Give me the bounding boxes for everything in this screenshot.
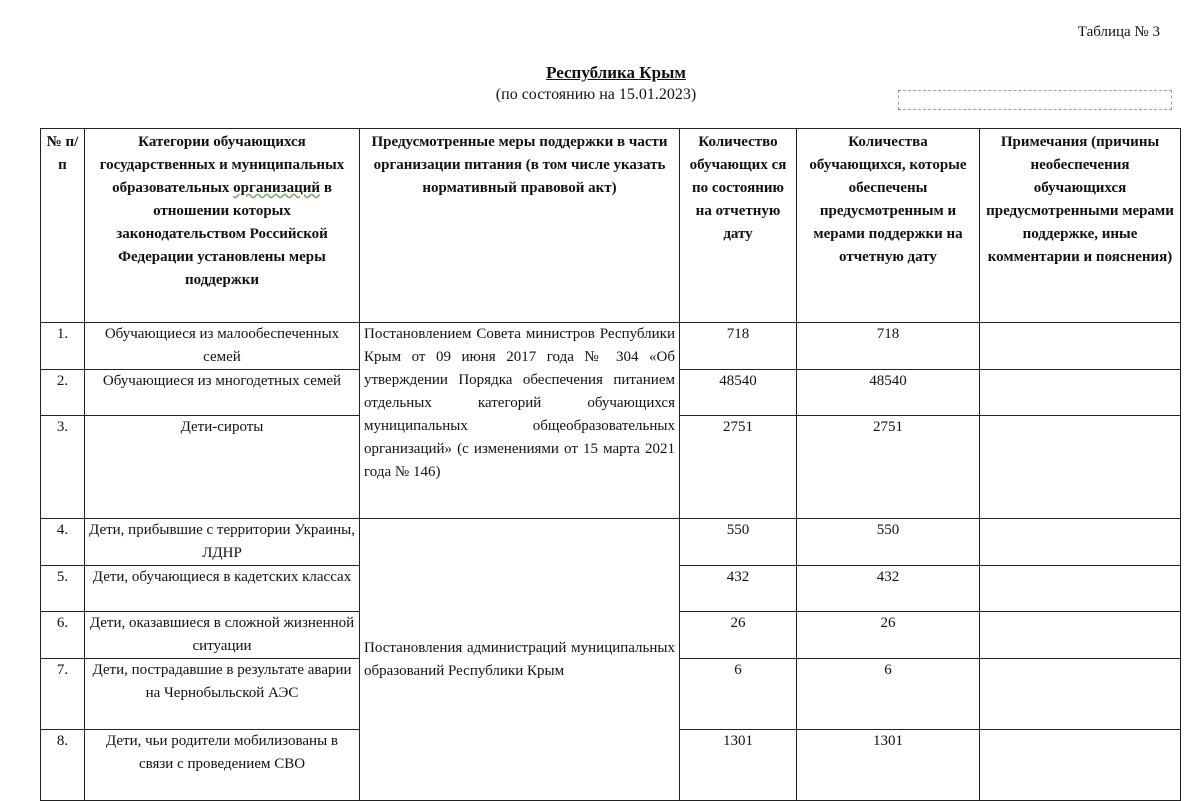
table-row [41, 323, 1181, 370]
row-note [980, 323, 1181, 370]
row-category: Дети, чьи родители мобилизованы в связи с проведением СВО [85, 730, 360, 801]
row-note [980, 566, 1181, 612]
row-number: 1. [41, 323, 85, 370]
row-note [980, 519, 1181, 566]
row-number: 8. [41, 730, 85, 801]
row-category: Обучающиеся из многодетных семей [85, 370, 360, 416]
measures-cell-group1: Постановлением Совета министров Республики Крым от 09 июня 2017 года № 304 «Об утверждении Порядка обеспечения питанием отдельных категорий обучающихся муниципальных общеобразовательных организаций» (с изменениями от 15 марта 2021 года № 146) [360, 323, 680, 519]
row-category: Дети, оказавшиеся в сложной жизненной ситуации [85, 612, 360, 659]
row-number: 3. [41, 416, 85, 519]
row-note [980, 370, 1181, 416]
row-number: 6. [41, 612, 85, 659]
row-note [980, 659, 1181, 730]
document-title: Республика Крым [546, 63, 686, 82]
document-subtitle: (по состоянию на 15.01.2023) [495, 86, 697, 103]
row-count: 550 [680, 519, 797, 566]
spellcheck-underline: организаций [233, 180, 321, 196]
row-provided: 26 [797, 612, 980, 659]
measures-cell-group2: Постановления администраций муниципальных образований Республики Крым [360, 519, 680, 801]
row-category: Обучающиеся из малообеспеченных семей [85, 323, 360, 370]
row-note [980, 730, 1181, 801]
header-row [41, 129, 1181, 323]
row-category: Дети, прибывшие с территории Украины, ЛДНР [85, 519, 360, 566]
row-number: 4. [41, 519, 85, 566]
row-provided: 432 [797, 566, 980, 612]
row-count: 6 [680, 659, 797, 730]
row-count: 48540 [680, 370, 797, 416]
row-count: 26 [680, 612, 797, 659]
row-category: Дети, пострадавшие в результате аварии на Чернобыльской АЭС [85, 659, 360, 730]
col-header-number: № п/п [41, 129, 85, 323]
row-count: 1301 [680, 730, 797, 801]
col-header-category: Категории обучающихся государственных и муниципальных образовательных организаций в отношении которых законодательством Российской Федерации установлены меры поддержки [85, 129, 360, 323]
row-provided: 48540 [797, 370, 980, 416]
table-row [41, 519, 1181, 566]
row-category: Дети-сироты [85, 416, 360, 519]
row-count: 718 [680, 323, 797, 370]
row-category: Дети, обучающиеся в кадетских классах [85, 566, 360, 612]
table-number: Таблица № 3 [1077, 24, 1160, 40]
row-number: 2. [41, 370, 85, 416]
text-box-placeholder[interactable] [898, 90, 1172, 110]
row-count: 2751 [680, 416, 797, 519]
col-header-notes: Примечания (причины необеспечения обучающихся предусмотренными мерами поддержке, иные комментарии и пояснения) [980, 129, 1181, 323]
row-provided: 718 [797, 323, 980, 370]
col-header-count: Количество обучающих ся по состоянию на отчетную дату [680, 129, 797, 323]
row-provided: 6 [797, 659, 980, 730]
row-provided: 2751 [797, 416, 980, 519]
row-note [980, 612, 1181, 659]
row-number: 5. [41, 566, 85, 612]
support-table [40, 128, 1181, 801]
row-count: 432 [680, 566, 797, 612]
row-provided: 550 [797, 519, 980, 566]
col-header-provided: Количества обучающихся, которые обеспечены предусмотренным и мерами поддержки на отчетную дату [797, 129, 980, 323]
row-provided: 1301 [797, 730, 980, 801]
row-number: 7. [41, 659, 85, 730]
row-note [980, 416, 1181, 519]
col-header-measures: Предусмотренные меры поддержки в части организации питания (в том числе указать нормативный правовой акт) [360, 129, 680, 323]
